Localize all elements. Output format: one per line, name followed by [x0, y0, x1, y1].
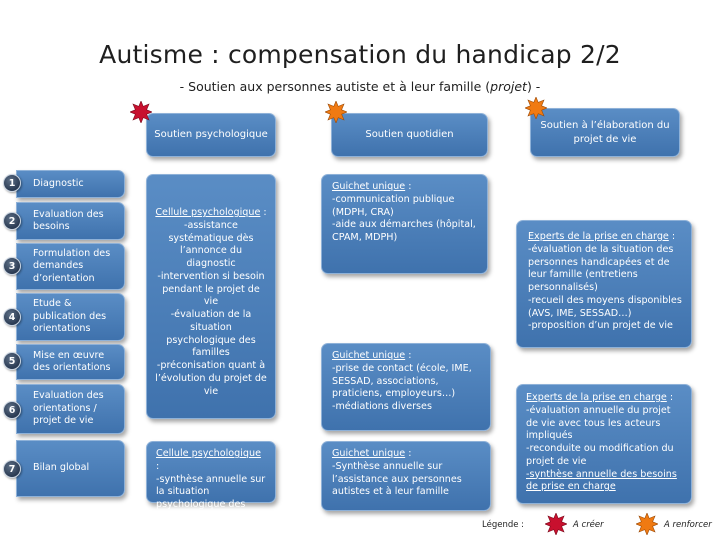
- step-label: Evaluation des besoins: [33, 208, 104, 232]
- psy-box-1-line: -évaluation de la situation psychologique des familles: [166, 309, 256, 359]
- step-row-1: [16, 170, 125, 198]
- legend-label: Légende :: [482, 520, 525, 530]
- step-number-badge: 6: [3, 401, 21, 419]
- quot-box-1-line: -aide aux démarches (hôpital, CPAM, MDPH): [332, 219, 476, 243]
- subtitle-suffix: ) -: [526, 79, 541, 94]
- star-create-icon: [130, 101, 152, 123]
- quot-box-2-line: -médiations diverses: [332, 401, 432, 412]
- proj-box-2-line: -évaluation annuelle du projet de vie avec tous les acteurs impliqués: [526, 404, 671, 442]
- quot-box-2: [321, 343, 491, 431]
- column-header-psy-label: Soutien psychologique: [154, 129, 268, 141]
- step-number-badge: 4: [3, 308, 21, 326]
- psy-box-1-heading: Cellule psychologique :: [155, 207, 267, 218]
- step-label: Mise en œuvre des orientations: [33, 349, 111, 373]
- legend-create-label: A créer: [573, 520, 604, 530]
- legend-star-reinforce-icon: [636, 513, 658, 535]
- quot-box-3-line: -Synthèse annuelle sur l’assistance aux personnes autistes et à leur famille: [332, 460, 462, 498]
- step-label: Etude & publication des orientations: [33, 298, 107, 335]
- page-title: Autisme : compensation du handicap 2/2: [99, 40, 621, 69]
- proj-box-2-line: -reconduite ou modification du projet de vie: [526, 443, 674, 467]
- step-number-badge: 7: [3, 460, 21, 478]
- psy-box-2: [146, 441, 276, 523]
- step-row-4: [16, 293, 125, 341]
- proj-box-1: [516, 220, 692, 348]
- step-label: Bilan global: [33, 462, 90, 474]
- proj-box-2-heading: Experts de la prise en charge :: [526, 392, 674, 403]
- step-label: Diagnostic: [33, 177, 84, 189]
- step-row-3: [16, 243, 125, 290]
- column-header-psy: [146, 113, 276, 157]
- quot-box-2-heading: Guichet unique :: [332, 350, 412, 361]
- quot-box-1-line: -communication publique (MDPH, CRA): [332, 193, 455, 218]
- proj-box-2-underlined-line: -synthèse annuelle des besoins de prise en charge: [526, 468, 677, 493]
- column-header-quotidien-label: Soutien quotidien: [365, 129, 454, 141]
- star-reinforce-icon: [325, 101, 347, 123]
- step-row-6: [16, 384, 125, 434]
- subtitle-prefix: - Soutien aux personnes autiste et à leur famille (: [179, 79, 491, 94]
- step-label: Formulation des demandes d’orientation: [33, 247, 111, 284]
- quot-box-1-heading: Guichet unique :: [332, 181, 412, 192]
- proj-box-1-line: -proposition d’un projet de vie: [528, 320, 673, 332]
- psy-box-1-line: -préconisation quant à l’évolution du projet de vie: [155, 360, 267, 397]
- psy-box-2-line: -synthèse annuelle sur la situation psychologique des familles: [156, 473, 266, 523]
- proj-box-2: [516, 384, 692, 504]
- legend-star-create-icon: [545, 513, 567, 535]
- column-header-projet-label: Soutien à l’élaboration du projet de vie: [540, 120, 670, 145]
- psy-box-2-heading: Cellule psychologique :: [156, 448, 261, 472]
- column-header-projet: [530, 108, 680, 157]
- step-row-2: [16, 202, 125, 240]
- star-reinforce-icon: [525, 97, 547, 119]
- proj-box-1-line: -recueil des moyens disponibles (AVS, IME, SESSAD…): [528, 294, 682, 319]
- step-label: Evaluation des orientations / projet de vie: [33, 390, 104, 427]
- quot-box-2-line: -prise de contact (école, IME, SESSAD, associations, praticiens, employeurs…): [332, 362, 472, 400]
- psy-box-1-line: -assistance systématique dès l’annonce du diagnostic: [168, 219, 254, 269]
- step-number-badge: 2: [3, 212, 21, 230]
- page-subtitle: [0, 79, 720, 94]
- proj-box-1-line: -évaluation de la situation des personnes handicapées et de leur famille (entretiens personnalisés): [528, 243, 674, 293]
- step-row-5: [16, 344, 125, 380]
- psy-box-1-line: -intervention si besoin pendant le projet de vie: [157, 270, 265, 308]
- column-header-quotidien: [331, 113, 488, 157]
- step-row-7: [16, 440, 125, 497]
- proj-box-1-heading: Experts de la prise en charge :: [528, 231, 676, 242]
- step-number-badge: 3: [3, 257, 21, 275]
- quot-box-1: [321, 174, 488, 274]
- psy-box-1: [146, 174, 276, 419]
- step-number-badge: 1: [3, 174, 21, 192]
- quot-box-3-heading: Guichet unique :: [332, 448, 412, 459]
- legend-reinforce-label: A renforcer: [664, 520, 712, 530]
- subtitle-italic: projet: [490, 79, 527, 94]
- quot-box-3: [321, 441, 491, 511]
- step-number-badge: 5: [3, 352, 21, 370]
